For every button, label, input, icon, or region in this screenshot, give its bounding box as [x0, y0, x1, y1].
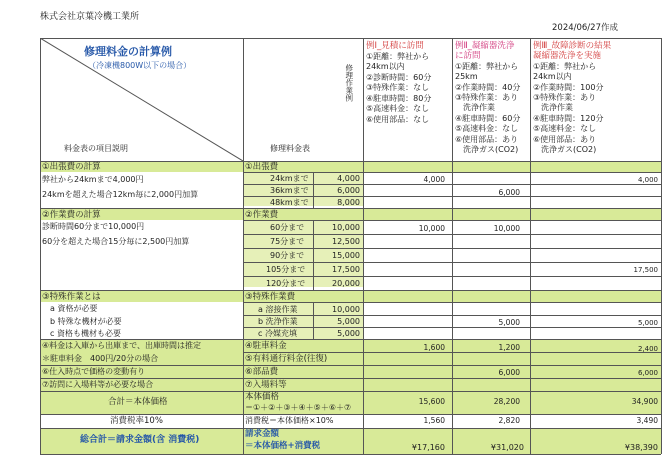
s3-case2-value: 5,000 — [498, 318, 520, 327]
s3-row-label: b 洗浄作業 — [258, 317, 298, 326]
s7-fee: ⑦入場料等 — [245, 380, 287, 390]
case-2-detail: 洗浄作業 — [455, 103, 495, 113]
s6-case3-value: 6,000 — [637, 369, 658, 377]
s4-fee-toll: ⑤有料通行料金(往復) — [245, 354, 328, 364]
s3-left-title: ③特殊作業とは — [42, 292, 101, 302]
case-2-detail: ③特殊作業：あり — [455, 93, 519, 103]
s2-row-amount: 15,000 — [332, 251, 360, 260]
case-1-detail: ①距離：弊社から — [366, 51, 430, 61]
s1-left-line: 24kmを超えた場合12km毎に2,000円加算 — [42, 190, 199, 199]
case-3-detail: ⑤高速料金：なし — [533, 124, 597, 134]
s6-fee: ⑥部品費 — [245, 367, 279, 377]
tax-case3: 3,490 — [636, 416, 658, 425]
fee-table-label: 修理料金表 — [270, 144, 310, 153]
subtotal-case2: 28,200 — [493, 397, 520, 406]
case-3-detail: 洗浄ガス(CO2) — [533, 145, 597, 155]
s3-row-label: a 溶接作業 — [258, 305, 298, 314]
s3-row-amount: 5,000 — [337, 317, 360, 326]
case-2-detail: ⑥使用部品：あり — [455, 134, 519, 144]
s4-fee-parking: ④駐車料金 — [245, 341, 287, 351]
s1-row-label: 24kmまで — [270, 174, 309, 183]
grand-case2: ¥31,020 — [490, 443, 524, 452]
case-3-detail: 24km以内 — [533, 72, 572, 82]
s2-left-line: 60分を超えた場合15分毎に2,500円加算 — [42, 237, 190, 246]
s2-case2-value: 10,000 — [493, 224, 520, 233]
tax-label: 消費税率10% — [110, 416, 163, 426]
s6-left: ⑥仕入時点で価格の変動有り — [42, 367, 146, 376]
s2-left-line: 診断時間60分まで10,000円 — [42, 222, 145, 231]
s2-row-amount: 10,000 — [332, 223, 360, 232]
subtotal-fee-line: 本体価格 — [245, 392, 280, 402]
case-2-detail: ④駐車時間：60分 — [455, 113, 521, 123]
example-vertical-text: 修理作業例 — [344, 64, 354, 102]
s2-fee-title: ②作業費 — [245, 210, 279, 220]
page-subtitle: （冷凍機800W以下の場合） — [88, 61, 192, 70]
s2-row-amount: 12,500 — [332, 237, 360, 246]
s3-left-line: c 資格も機材も必要 — [50, 329, 121, 338]
subtotal-label: 合計＝本体価格 — [108, 397, 168, 407]
grand-total-label: 総合計＝請求金額(含 消費税) — [80, 435, 200, 445]
s2-row-label: 120分まで — [266, 279, 306, 288]
case-2-detail: ①距離：弊社から — [455, 61, 519, 71]
tax-case1: 1,560 — [423, 416, 445, 425]
case-3-detail: ③特殊作業：あり — [533, 93, 597, 103]
s2-case3-value: 17,500 — [633, 266, 658, 274]
case-3-title: 例Ⅲ_故障診断の結果 — [533, 41, 612, 51]
case-3-detail: ①距離：弊社から — [533, 61, 597, 71]
company-name: 株式会社京葉冷機工業所 — [40, 12, 140, 22]
case-1-detail: ⑥使用部品：なし — [366, 114, 430, 124]
s4-left-line: ＊駐車料金 400円/20分の場合 — [42, 354, 159, 363]
tax-fee: 消費税＝本体価格×10% — [245, 416, 334, 425]
case-1-detail: ④駐車時間：80分 — [366, 93, 432, 103]
s7-left: ⑦訪問に入場料等が必要な場合 — [42, 380, 154, 389]
s3-row-amount: 10,000 — [332, 305, 360, 314]
s1-row-label: 48kmまで — [270, 198, 309, 207]
case-1-title: 例Ⅰ_見積に訪問 — [366, 41, 424, 51]
grand-case3: ¥38,390 — [624, 443, 658, 452]
case-3-detail: 洗浄作業 — [533, 103, 573, 113]
case-2-title: に訪問 — [455, 51, 481, 62]
subtotal-fee-formula: ＝①＋②＋③＋④＋⑤＋⑥＋⑦ — [245, 403, 352, 412]
case-3-detail: ②作業時間：100分 — [533, 82, 604, 92]
case-3-detail: ④駐車時間：120分 — [533, 113, 604, 123]
case-2-detail: ⑤高速料金：なし — [455, 124, 519, 134]
case-2-header — [455, 41, 531, 155]
s3-left-line: b 特殊な機材が必要 — [50, 317, 122, 326]
subtotal-case1: 15,600 — [418, 397, 445, 406]
case-1-detail: ⑤高速料金：なし — [366, 104, 430, 113]
s3-left-line: a 資格が必要 — [50, 304, 98, 313]
grand-fee-formula: ＝本体価格+消費税 — [245, 441, 321, 451]
s1-fee-title: ①出張費 — [245, 162, 279, 172]
s1-case3-value: 4,000 — [637, 176, 658, 184]
s1-row-amount: 8,000 — [337, 198, 360, 207]
s1-case1-value: 4,000 — [423, 175, 445, 184]
s1-left-title: ①出張費の計算 — [42, 162, 101, 172]
s4-case1-value: 1,600 — [423, 343, 445, 352]
s4-left-line: ④料金は入庫から出庫まで、出庫時間は推定 — [42, 341, 202, 350]
creation-date: 2024/06/27作成 — [552, 23, 618, 33]
page-title: 修理料金の計算例 — [84, 45, 172, 58]
case-1-header — [366, 41, 452, 125]
case-3-header — [533, 41, 661, 155]
s1-case2-value: 6,000 — [498, 188, 520, 197]
s4-case3-value: 2,400 — [637, 345, 658, 353]
grand-case1: ¥17,160 — [411, 443, 445, 452]
grand-fee-line: 請求金額 — [245, 429, 280, 439]
s1-row-amount: 6,000 — [337, 186, 360, 195]
case-2-detail: ②作業時間：40分 — [455, 82, 521, 92]
case-1-detail: ③特殊作業：なし — [366, 83, 430, 92]
s2-row-amount: 20,000 — [332, 279, 360, 288]
s4-case2-value: 1,200 — [498, 343, 520, 352]
case-2-detail: 洗浄ガス(CO2) — [455, 145, 519, 155]
item-desc-label: 料金表の項目説明 — [64, 144, 128, 153]
s3-row-label: c 冷媒充填 — [258, 329, 297, 338]
s2-row-label: 75分まで — [270, 237, 305, 246]
s3-fee-title: ③特殊作業費 — [245, 292, 296, 302]
s6-case2-value: 6,000 — [498, 368, 520, 377]
example-vertical-label — [343, 64, 355, 104]
s2-left-title: ②作業費の計算 — [42, 210, 101, 220]
subtotal-case3: 34,900 — [631, 397, 658, 406]
s1-left-line: 弊社から24kmまで4,000円 — [42, 175, 144, 184]
s2-row-amount: 17,500 — [332, 265, 360, 274]
s3-row-amount: 5,000 — [337, 329, 360, 338]
case-2-title: 例Ⅱ_凝縮器洗浄 — [455, 41, 515, 51]
case-2-detail: 25km — [455, 72, 478, 82]
s2-row-label: 105分まで — [266, 265, 306, 274]
case-3-title: 凝縮器洗浄を実施 — [533, 51, 602, 62]
s2-row-label: 60分まで — [270, 223, 305, 232]
s3-case3-value: 5,000 — [637, 319, 658, 327]
s2-case1-value: 10,000 — [418, 224, 445, 233]
s1-row-label: 36kmまで — [270, 186, 309, 195]
s1-row-amount: 4,000 — [337, 174, 360, 183]
case-1-detail: 24km以内 — [366, 62, 405, 71]
s2-row-label: 90分まで — [270, 251, 305, 260]
tax-case2: 2,820 — [498, 416, 520, 425]
case-1-detail: ②診断時間：60分 — [366, 72, 432, 82]
case-3-detail: ⑥使用部品：あり — [533, 134, 597, 144]
